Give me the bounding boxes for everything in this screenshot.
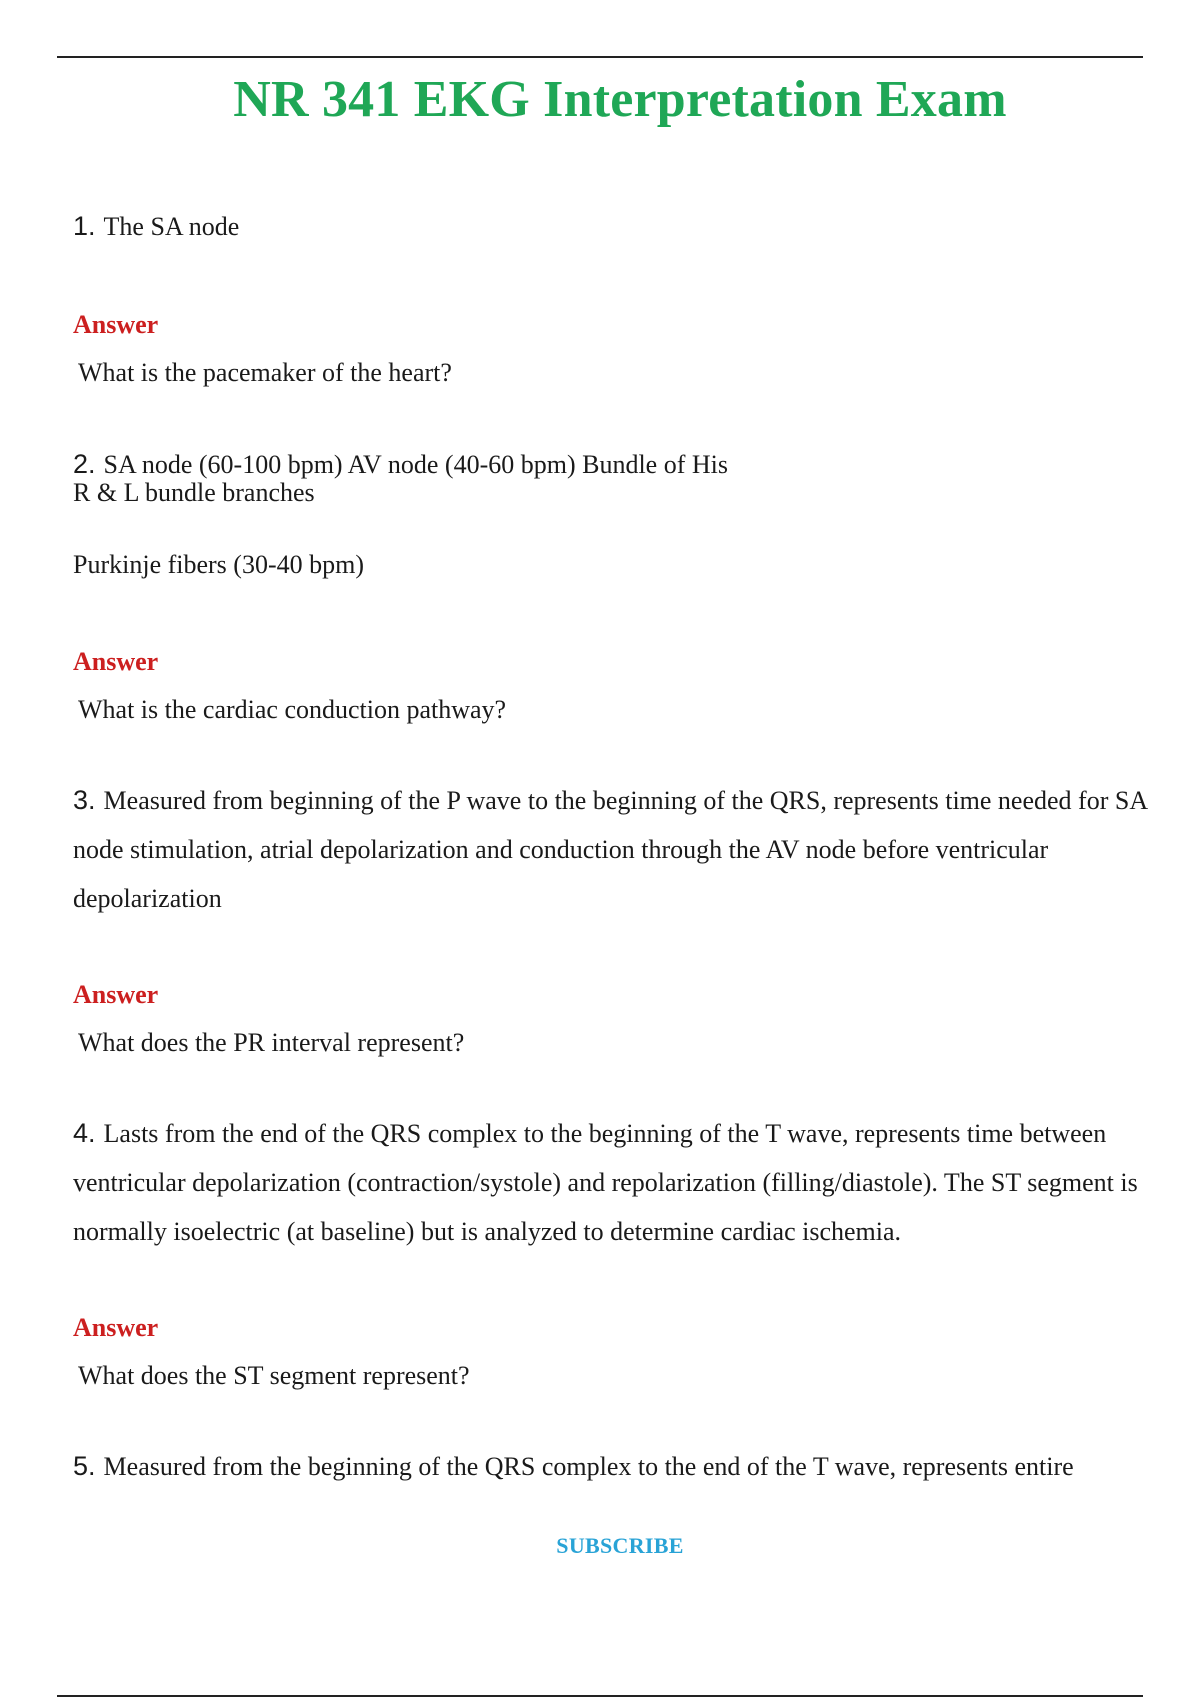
question-number: 5. [73, 1451, 96, 1481]
question-text: Measured from the beginning of the QRS complex to the end of the T wave, represents entire [103, 1452, 1074, 1481]
question-number: 4. [73, 1118, 96, 1148]
question-number: 1. [73, 211, 96, 241]
question-1 [73, 202, 1168, 251]
answer-text-2: What is the cardiac conduction pathway? [78, 695, 507, 724]
document-title: NR 341 EKG Interpretation Exam [233, 71, 1007, 128]
question-number: 3. [73, 785, 96, 815]
question-2-line-3: Purkinje fibers (30-40 bpm) [73, 550, 365, 579]
answer-text-3: What does the PR interval represent? [78, 1028, 465, 1057]
question-5 [73, 1442, 1168, 1491]
answer-text-4: What does the ST segment represent? [78, 1361, 470, 1390]
answer-label-3: Answer [73, 980, 159, 1009]
bottom-divider [57, 1695, 1143, 1697]
question-text: Measured from beginning of the P wave to the beginning of the QRS, represents time needed for SA node stimulation, atrial depolarization and conduction through the AV node before ventricular depolarization [73, 786, 1147, 913]
answer-label-1: Answer [73, 310, 159, 339]
answer-label-2: Answer [73, 647, 159, 676]
answer-label-4: Answer [73, 1313, 159, 1342]
question-2-line-2: R & L bundle branches [73, 478, 315, 507]
subscribe-link[interactable]: SUBSCRIBE [556, 1533, 684, 1558]
question-3 [73, 776, 1168, 923]
question-number: 2. [73, 449, 96, 479]
question-4 [73, 1109, 1168, 1256]
question-text: SA node (60-100 bpm) AV node (40-60 bpm) Bundle of His [103, 450, 728, 479]
question-text: Lasts from the end of the QRS complex to the beginning of the T wave, represents time between ventricular depolarization (contraction/systole) and repolarization (filling/diastole). The ST segment is normally isoelectric (at baseline) but is analyzed to determine cardiac ischemia. [73, 1119, 1138, 1246]
question-text: The SA node [103, 212, 240, 241]
answer-text-1: What is the pacemaker of the heart? [78, 358, 452, 387]
